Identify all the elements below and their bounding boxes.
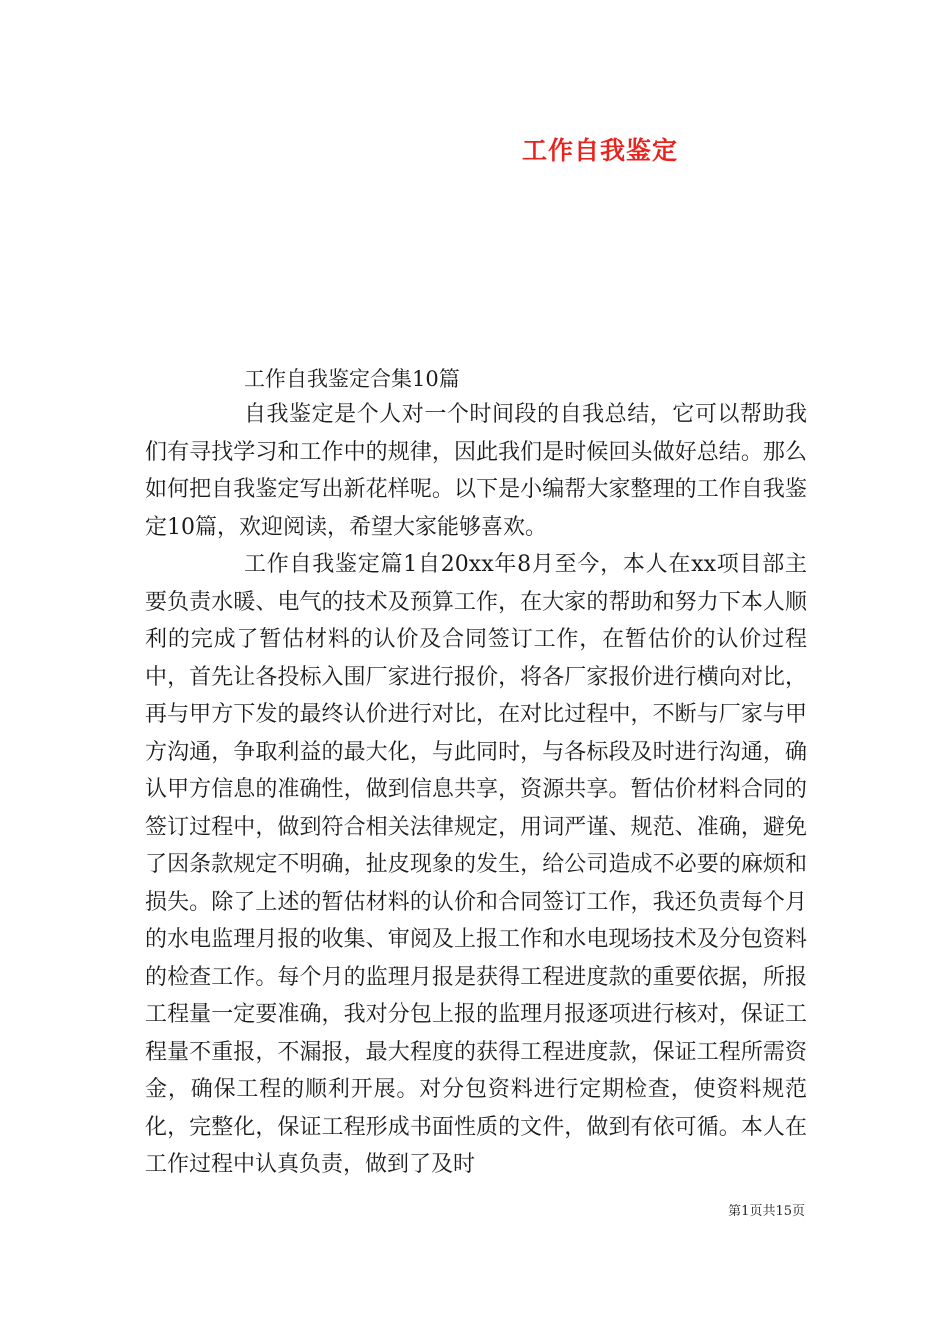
page-number-footer: 第1页共15页 [728,1204,805,1219]
document-title: 工作自我鉴定 [521,136,678,165]
intro-paragraph: 自我鉴定是个人对一个时间段的自我总结，它可以帮助我们有寻找学习和工作中的规律，因此我们是时候回头做好总结。那么如何把自我鉴定写出新花样呢。以下是小编帮大家整理的工作自我鉴定10篇，欢迎阅读，希望大家能够喜欢。 [145,402,807,540]
document-heading: 工作自我鉴定合集10篇 [244,367,460,391]
document-body [145,362,807,1184]
body-paragraph: 工作自我鉴定篇1自20xx年8月至今，本人在xx项目部主要负责水暖、电气的技术及预算工作，在大家的帮助和努力下本人顺利的完成了暂估材料的认价及合同签订工作，在暂估价的认价过程中，首先让各投标入围厂家进行报价，将各厂家报价进行横向对比，再与甲方下发的最终认价进行对比，在对比过程中，不断与厂家与甲方沟通，争取利益的最大化，与此同时，与各标段及时进行沟通，确认甲方信息的准确性，做到信息共享，资源共享。暂估价材料合同的签订过程中，做到符合相关法律规定，用词严谨、规范、准确，避免了因条款规定不明确，扯皮现象的发生，给公司造成不必要的麻烦和损失。除了上述的暂估材料的认价和合同签订工作，我还负责每个月的水电监理月报的收集、审阅及上报工作和水电现场技术及分包资料的检查工作。每个月的监理月报是获得工程进度款的重要依据，所报工程量一定要准确，我对分包上报的监理月报逐项进行核对，保证工程量不重报，不漏报，最大程度的获得工程进度款，保证工程所需资金，确保工程的顺利开展。对分包资料进行定期检查，使资料规范化，完整化，保证工程形成书面性质的文件，做到有依可循。本人在工作过程中认真负责，做到了及时 [145,552,807,1177]
